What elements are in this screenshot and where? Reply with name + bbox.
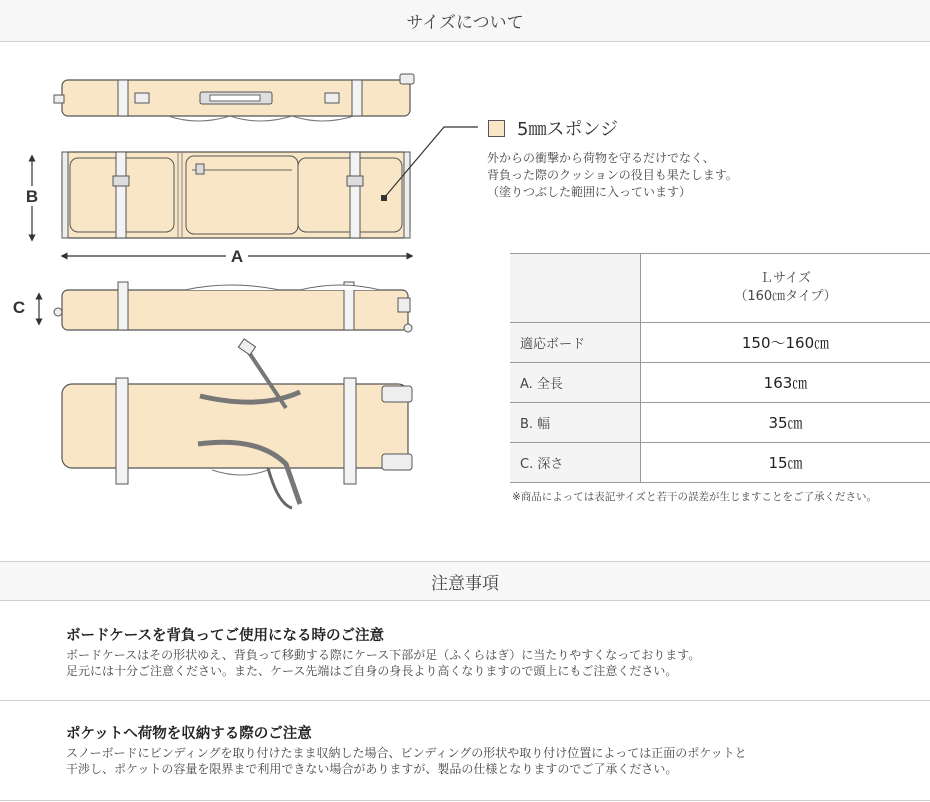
spec-header-size <box>641 254 930 323</box>
notice-line: 干渉し、ポケットの容量を限界まで利用できない場合がありますが、製品の仕様となりますのでご了承ください。 <box>66 762 678 776</box>
spec-table-note: ※商品によっては表記サイズと若干の誤差が生じますことをご了承ください。 <box>512 491 877 503</box>
notes-section-header <box>0 561 930 601</box>
legend-desc-line: 背負った際のクッションの役目も果たします。 <box>487 168 738 182</box>
notice-line: スノーボードにビンディングを取り付けたまま収納した場合、ビンディングの形状や取り付け位置によっては正面のポケットと <box>66 746 747 760</box>
bag-illustrations <box>0 42 480 522</box>
spec-header-size-name: Ｌサイズ <box>760 271 811 286</box>
notice-text <box>66 647 700 679</box>
spec-header-blank <box>510 254 641 323</box>
notice-divider <box>0 700 930 701</box>
size-section-title: サイズについて <box>406 13 524 33</box>
spec-row-value: 163㎝ <box>641 363 930 403</box>
bag-front-view <box>62 152 410 238</box>
table-row <box>510 403 930 443</box>
sponge-legend-label: 5㎜スポンジ <box>517 119 619 140</box>
dim-label-a: A <box>230 247 244 266</box>
spec-row-value: 35㎝ <box>641 403 930 443</box>
notes-section-title: 注意事項 <box>431 573 499 594</box>
sponge-legend-description <box>487 150 738 201</box>
dim-label-b: B <box>25 187 39 206</box>
bag-top-view <box>54 74 414 121</box>
notice-heading: ボードケースを背負ってご使用になる時のご注意 <box>66 628 384 644</box>
table-row <box>510 363 930 403</box>
bag-side-view <box>54 282 412 332</box>
spec-row-label: C. 深さ <box>510 443 641 483</box>
table-row <box>510 443 930 483</box>
sponge-legend <box>488 115 618 141</box>
notice-heading: ポケットへ荷物を収納する際のご注意 <box>66 726 312 742</box>
table-row <box>510 323 930 363</box>
spec-table-header <box>510 254 930 323</box>
size-section-header <box>0 0 930 42</box>
notice-line: 足元には十分ご注意ください。また、ケース先端はご自身の身長より高くなりますので頭上にもご注意ください。 <box>66 664 678 678</box>
spec-row-value: 15㎝ <box>641 443 930 483</box>
legend-desc-line: 外からの衝撃から荷物を守るだけでなく、 <box>487 151 715 165</box>
sponge-swatch <box>488 120 505 137</box>
size-spec-table <box>510 253 930 483</box>
legend-desc-line: （塗りつぶした範囲に入っています） <box>487 185 692 199</box>
bottom-divider <box>0 800 930 801</box>
bag-back-view <box>62 339 412 508</box>
spec-row-label: 適応ボード <box>510 323 641 363</box>
dim-label-c: C <box>12 298 26 317</box>
spec-row-label: B. 幅 <box>510 403 641 443</box>
notice-backpack <box>66 624 700 679</box>
notice-text <box>66 745 747 777</box>
spec-row-value: 150〜160㎝ <box>641 323 930 363</box>
spec-row-label: A. 全長 <box>510 363 641 403</box>
notice-pocket <box>66 722 747 777</box>
spec-header-size-type: （160㎝タイプ） <box>734 289 837 304</box>
notice-line: ボードケースはその形状ゆえ、背負って移動する際にケース下部が足（ふくらはぎ）に当たりやすくなっております。 <box>66 648 701 662</box>
